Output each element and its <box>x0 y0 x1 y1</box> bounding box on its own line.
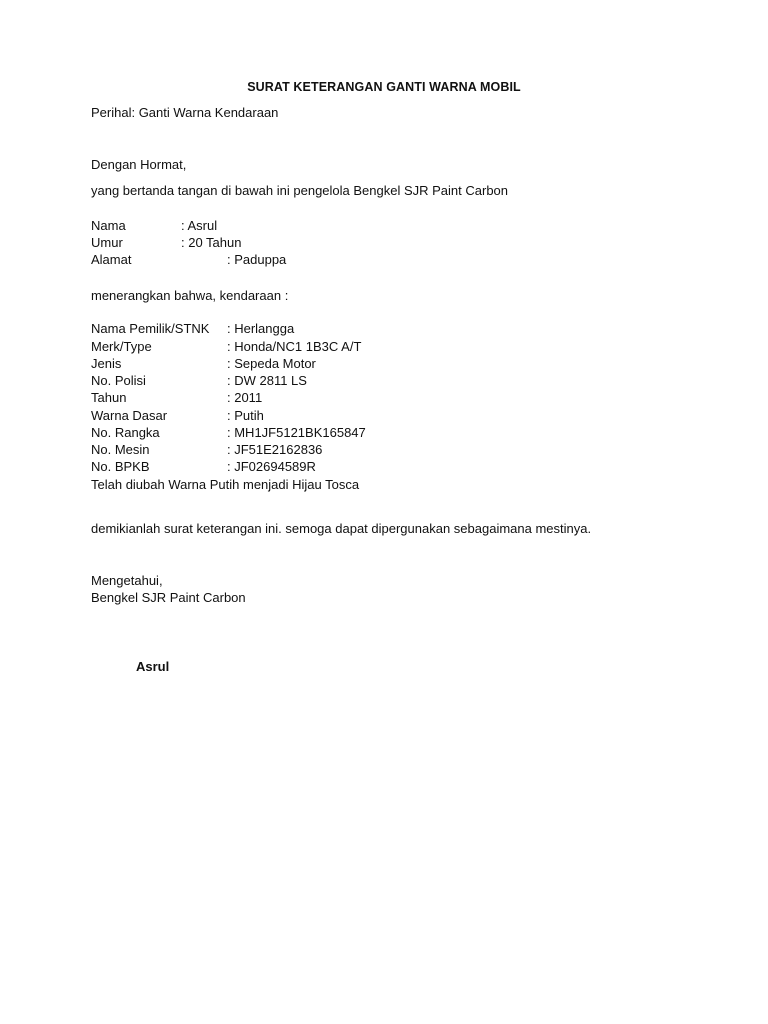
vehicle-label: Merk/Type <box>91 339 152 354</box>
vehicle-label: No. BPKB <box>91 459 150 474</box>
signer-name-row <box>91 218 218 234</box>
vehicle-value: : 2011 <box>227 390 263 405</box>
vehicle-label: Jenis <box>91 356 122 371</box>
vehicle-row <box>91 390 263 406</box>
salutation: Dengan Hormat, <box>91 157 187 172</box>
vehicle-value: : Honda/NC1 1B3C A/T <box>227 339 362 354</box>
vehicle-value: : MH1JF5121BK165847 <box>227 425 366 440</box>
vehicle-row <box>91 459 316 475</box>
acknowledge-line: Mengetahui, <box>91 573 163 588</box>
signer-age-value: : 20 Tahun <box>181 235 242 250</box>
signer-age-row <box>91 235 242 251</box>
vehicle-label: Nama Pemilik/STNK <box>91 321 210 336</box>
closing-paragraph: demikianlah surat keterangan ini. semoga dapat dipergunakan sebagaimana mestinya. <box>91 521 592 536</box>
vehicle-label: No. Polisi <box>91 373 146 388</box>
letter-title: SURAT KETERANGAN GANTI WARNA MOBIL <box>247 80 521 94</box>
signer-name-value: : Asrul <box>181 218 218 233</box>
vehicle-row <box>91 442 323 458</box>
signer-name-label: Nama <box>91 218 126 233</box>
signer-address-label: Alamat <box>91 252 132 267</box>
vehicle-value: : Herlangga <box>227 321 295 336</box>
vehicle-value: : JF51E2162836 <box>227 442 323 457</box>
vehicle-label: No. Rangka <box>91 425 160 440</box>
vehicle-value: : Putih <box>227 408 264 423</box>
vehicle-row <box>91 373 307 389</box>
vehicle-row <box>91 356 316 372</box>
workshop-name: Bengkel SJR Paint Carbon <box>91 590 246 605</box>
vehicle-row <box>91 339 362 355</box>
statement-line: menerangkan bahwa, kendaraan : <box>91 288 289 303</box>
signer-address-row <box>91 252 287 268</box>
vehicle-value: : JF02694589R <box>227 459 316 474</box>
vehicle-label: Tahun <box>91 390 127 405</box>
vehicle-row <box>91 408 264 424</box>
intro-paragraph: yang bertanda tangan di bawah ini pengelola Bengkel SJR Paint Carbon <box>91 183 509 198</box>
signer-age-label: Umur <box>91 235 123 250</box>
vehicle-label: Warna Dasar <box>91 408 168 423</box>
vehicle-label: No. Mesin <box>91 442 150 457</box>
signer-address-value: : Paduppa <box>227 252 287 267</box>
vehicle-value: : DW 2811 LS <box>227 373 307 388</box>
signer-signature-name: Asrul <box>136 659 170 674</box>
color-change-note: Telah diubah Warna Putih menjadi Hijau Tosca <box>91 477 360 492</box>
subject-line: Perihal: Ganti Warna Kendaraan <box>91 105 279 120</box>
vehicle-row <box>91 425 366 441</box>
vehicle-row <box>91 321 295 337</box>
vehicle-value: : Sepeda Motor <box>227 356 316 371</box>
